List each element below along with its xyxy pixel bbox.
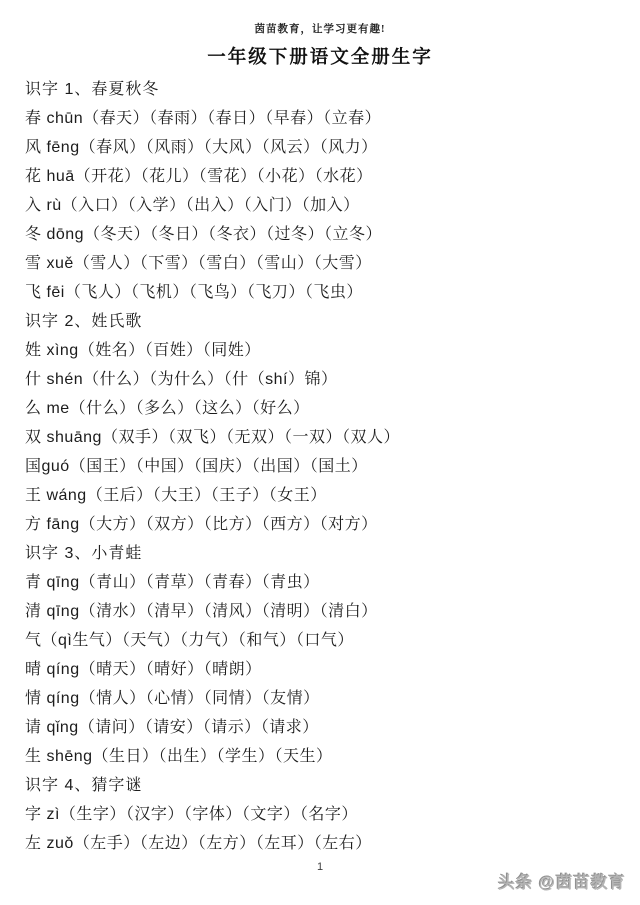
vocab-entry: 左 zuǒ（左手）（左边）（左方）（左耳）（左右） bbox=[25, 835, 372, 852]
vocab-entry: 方 fāng（大方）（双方）（比方）（西方）（对方） bbox=[25, 516, 378, 533]
vocab-entry: 生 shēng（生日）（出生）（学生）（天生） bbox=[25, 748, 333, 765]
vocab-entry: 清 qīng（清水）（清早）（清风）（清明）（清白） bbox=[25, 603, 378, 620]
page-title: 一年级下册语文全册生字 bbox=[207, 48, 433, 68]
vocab-entry: 冬 dōng（冬天）（冬日）（冬衣）（过冬）（立冬） bbox=[25, 226, 383, 243]
section-heading: 识字 3、小青蛙 bbox=[25, 545, 143, 562]
section-heading: 识字 4、猜字谜 bbox=[25, 777, 143, 794]
vocab-entry: 风 fēng（春风）（风雨）（大风）（风云）（风力） bbox=[25, 139, 378, 156]
vocab-entry: 青 qīng（青山）（青草）（青春）（青虫） bbox=[25, 574, 320, 591]
section-heading: 识字 1、春夏秋冬 bbox=[25, 81, 160, 98]
vocab-entry: 姓 xìng（姓名）（百姓）（同姓） bbox=[25, 342, 261, 359]
page-number: 1 bbox=[316, 861, 324, 873]
vocab-entry: 字 zì（生字）（汉字）（字体）（文字）（名字） bbox=[25, 806, 358, 823]
header-slogan: 茵苗教育，让学习更有趣! bbox=[254, 24, 386, 35]
section-heading: 识字 2、姓氏歌 bbox=[25, 313, 143, 330]
vocab-entry: 情 qíng（情人）（心情）（同情）（友情） bbox=[25, 690, 320, 707]
vocabulary-list bbox=[25, 75, 640, 858]
vocab-entry: 入 rù（入口）（入学）（出入）（入门）（加入） bbox=[25, 197, 360, 214]
toutiao-watermark: 头条 @茵苗教育 bbox=[498, 874, 626, 892]
vocab-entry: 晴 qíng（晴天）（晴好）（晴朗） bbox=[25, 661, 262, 678]
vocab-entry: 国guó（国王）（中国）（国庆）（出国）（国土） bbox=[25, 458, 368, 475]
vocab-entry: 双 shuāng（双手）（双飞）（无双）（一双）（双人） bbox=[25, 429, 400, 446]
vocab-entry: 么 me（什么）（多么）（这么）（好么） bbox=[25, 400, 310, 417]
vocab-entry: 飞 fēi（飞人）（飞机）（飞鸟）（飞刀）（飞虫） bbox=[25, 284, 363, 301]
vocab-entry: 请 qǐng（请问）（请安）（请示）（请求） bbox=[25, 719, 319, 736]
vocab-entry: 气（qì生气）（天气）（力气）（和气）（口气） bbox=[25, 632, 354, 649]
vocab-entry: 花 huā（开花）（花儿）（雪花）（小花）（水花） bbox=[25, 168, 373, 185]
vocab-entry: 雪 xuě（雪人）（下雪）（雪白）（雪山）（大雪） bbox=[25, 255, 372, 272]
vocab-entry: 王 wáng（王后）（大王）（王子）（女王） bbox=[25, 487, 327, 504]
vocab-entry: 春 chūn（春天）（春雨）（春日）（早春）（立春） bbox=[25, 110, 382, 127]
vocab-entry: 什 shén（什么）（为什么）（什（shí）锦） bbox=[25, 371, 338, 388]
